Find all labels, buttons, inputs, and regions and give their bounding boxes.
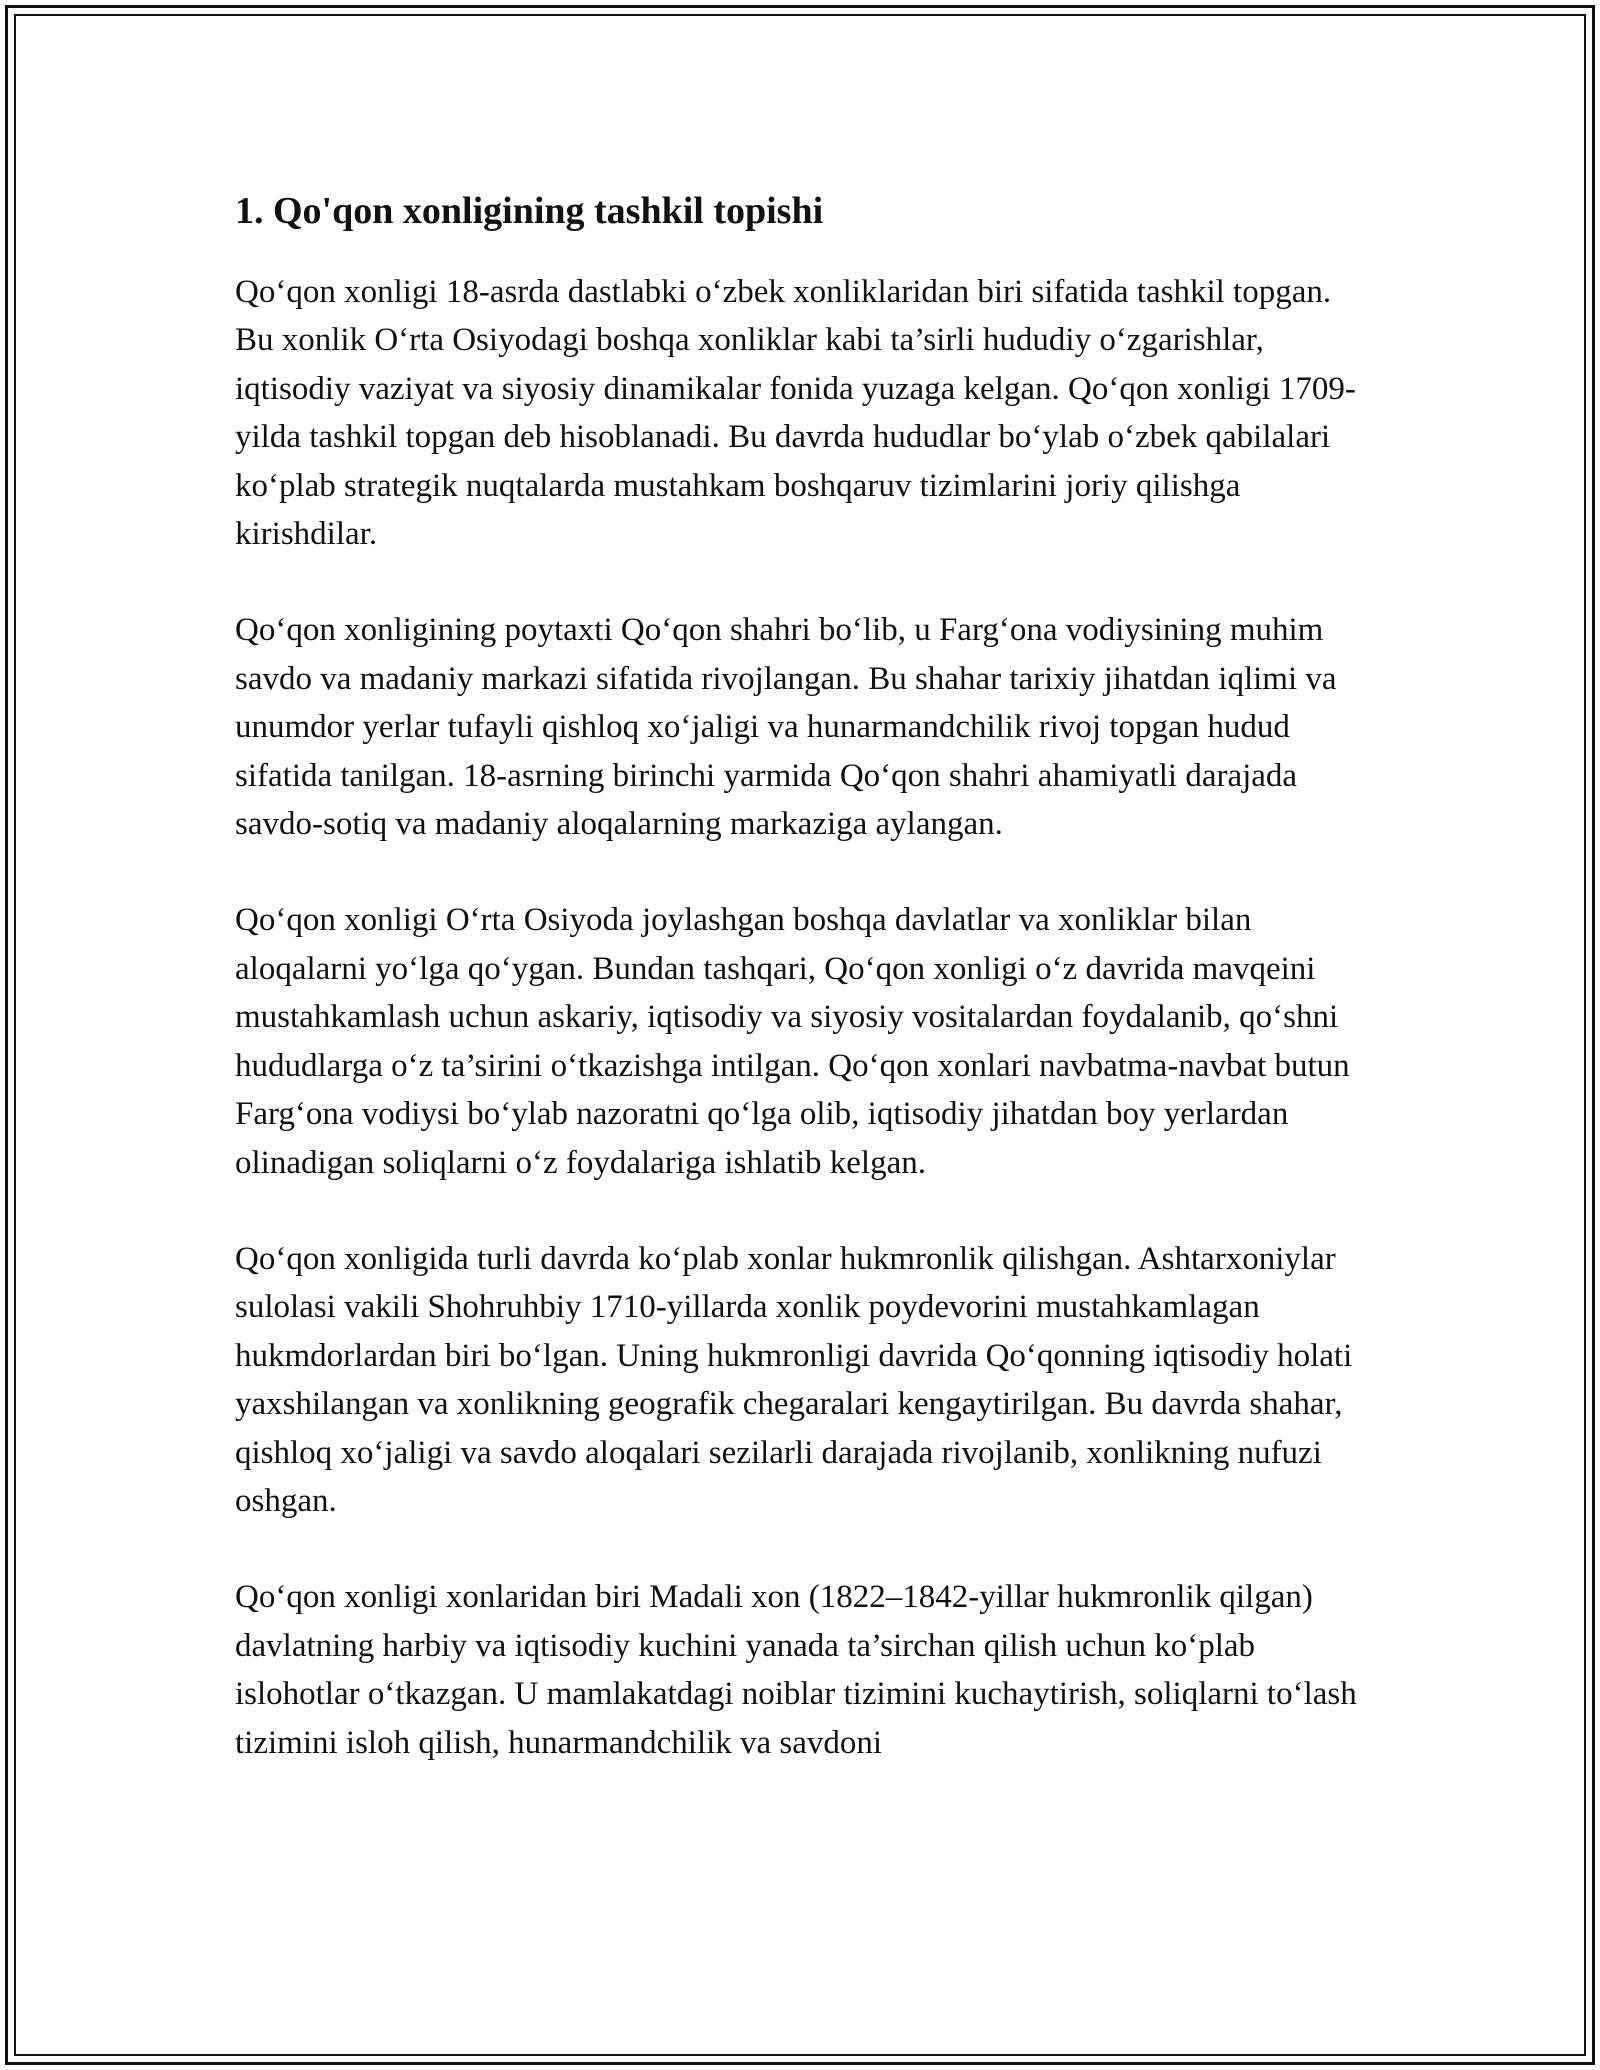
paragraph-relations: Qo‘qon xonligi O‘rta Osiyoda joylashgan boshqa davlatlar va xonliklar bilan aloqalarni yo‘lga qo‘ygan. Bundan tashqari, Qo‘qon xonligi o‘z davrida mavqeini mustahkamlash uchun askariy, iqtisodiy va siyosiy vositalardan foydalanib, qo‘shni hududlarga o‘z ta’sirini o‘tkazishga intilgan. Qo‘qon xonlari navbatma-navbat butun Farg‘ona vodiysi bo‘ylab nazoratni qo‘lga olib, iqtisodiy jihatdan boy yerlardan olinadigan soliqlarni o‘z foydalariga ishlatib kelgan. (235, 902, 1350, 1181)
paragraph-founding: Qo‘qon xonligi 18-asrda dastlabki o‘zbek xonliklaridan biri sifatida tashkil topgan. Bu xonlik O‘rta Osiyodagi boshqa xonliklar kabi ta’sirli hududiy o‘zgarishlar, iqtisodiy vaziyat va siyosiy dinamikalar fonida yuzaga kelgan. Qo‘qon xonligi 1709-yilda tashkil topgan deb hisoblanadi. Bu davrda hududlar bo‘ylab o‘zbek qabilalari ko‘plab strategik nuqtalarda mustahkam boshqaruv tizimlarini joriy qilishga kirishdilar. (235, 274, 1356, 553)
paragraph-capital: Qo‘qon xonligining poytaxti Qo‘qon shahri bo‘lib, u Farg‘ona vodiysining muhim savdo va madaniy markazi sifatida rivojlangan. Bu shahar tarixiy jihatdan iqlimi va unumdor yerlar tufayli qishloq xo‘jaligi va hunarmandchilik rivoj topgan hudud sifatida tanilgan. 18-asrning birinchi yarmida Qo‘qon shahri ahamiyatli darajada savdo-sotiq va madaniy aloqalarning markaziga aylangan. (235, 612, 1337, 843)
section-heading: 1. Qo'qon xonligining tashkil topishi (235, 190, 824, 232)
paragraph-rulers: Qo‘qon xonligida turli davrda ko‘plab xonlar hukmronlik qilishgan. Ashtarxoniylar sulolasi vakili Shohruhbiy 1710-yillarda xonlik poydevorini mustahkamlagan hukmdorlardan biri bo‘lgan. Uning hukmronligi davrida Qo‘qonning iqtisodiy holati yaxshilangan va xonlikning geografik chegaralari kengaytirilgan. Bu davrda shahar, qishloq xo‘jaligi va savdo aloqalari sezilarli darajada rivojlanib, xonlikning nufuzi oshgan. (235, 1240, 1353, 1519)
document-body (235, 188, 1375, 1815)
paragraph-madali-khan: Qo‘qon xonligi xonlaridan biri Madali xon (1822–1842-yillar hukmronlik qilgan) davlatning harbiy va iqtisodiy kuchini yanada ta’sirchan qilish uchun ko‘plab islohotlar o‘tkazgan. U mamlakatdagi noiblar tizimini kuchaytirish, soliqlarni to‘lash tizimini isloh qilish, hunarmandchilik va savdoni (235, 1579, 1357, 1761)
